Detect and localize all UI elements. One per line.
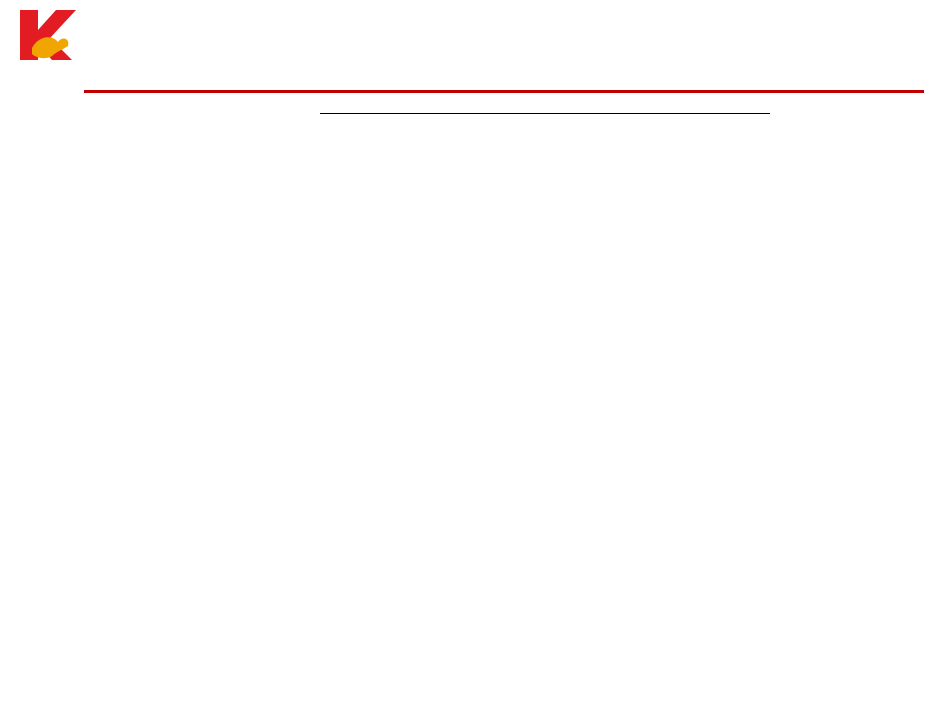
kangaroo-express-logo xyxy=(12,8,84,82)
title-divider xyxy=(84,90,924,93)
period-header-rule xyxy=(320,113,770,114)
logo-graphic xyxy=(12,8,84,82)
